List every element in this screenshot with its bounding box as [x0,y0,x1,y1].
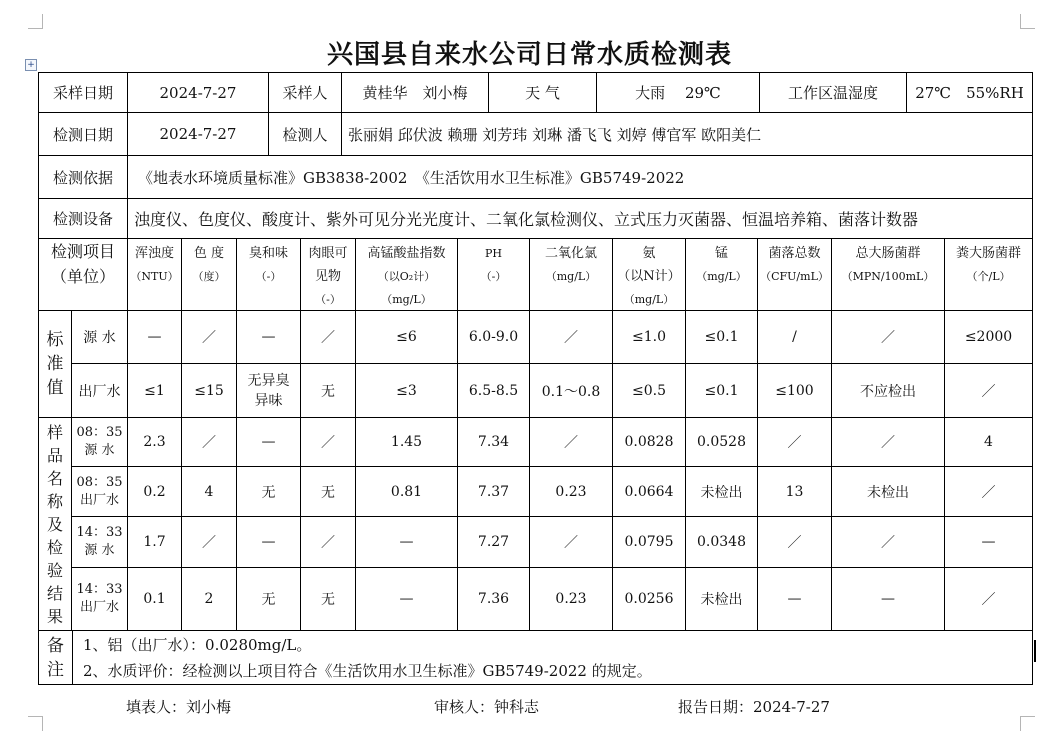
sample-value-cell[interactable]: 无 [237,466,301,516]
footer-report-date: 报告日期：2024-7-27 [678,698,830,716]
sample-value-cell[interactable]: ／ [301,417,356,466]
sample-time: 08：35 [76,474,123,490]
sample-row-label [72,466,128,516]
sample-value-cell[interactable]: ／ [182,516,237,567]
sample-value-cell[interactable]: 0.23 [530,466,613,516]
standard-value-cell[interactable]: ≤0.1 [686,363,758,417]
sample-row-label [72,567,128,630]
sample-value-cell[interactable]: ／ [758,417,832,466]
sample-value-cell[interactable]: 0.0664 [613,466,686,516]
row-testing [38,112,1033,155]
sample-value-cell[interactable]: — [237,417,301,466]
sample-value-cell[interactable]: 未检出 [832,466,945,516]
footer-filler: 填表人：刘小梅 [126,698,232,716]
basis-label: 检测依据 [39,156,128,198]
sample-value-cell[interactable]: 0.0348 [686,516,758,567]
standard-value-cell[interactable]: ≤1 [128,363,182,417]
sample-type: 出厂水 [79,492,119,508]
sample-value-cell[interactable]: 2 [182,567,237,630]
standard-value-cell[interactable]: ／ [182,310,237,363]
equipment-label: 检测设备 [39,199,128,238]
standard-value-cell[interactable]: 无 [301,363,356,417]
sample-value-cell[interactable]: 7.37 [458,466,530,516]
sample-value-cell[interactable]: 0.0528 [686,417,758,466]
sample-value-cell[interactable]: ／ [832,417,945,466]
col-header-colony: 菌落总数 （CFU/mL） [758,239,832,311]
sample-value-cell[interactable]: 0.0828 [613,417,686,466]
sample-value-cell[interactable]: 未检出 [686,567,758,630]
sample-type: 源 水 [84,543,115,558]
sample-value-cell[interactable]: 无 [301,466,356,516]
sampling-date-value[interactable]: 2024-7-27 [128,73,269,112]
page-corner-mark [28,14,43,29]
data-grid [38,310,1033,630]
sample-value-cell[interactable]: ／ [301,516,356,567]
col-header-fecal: 粪大肠菌群 （个/L） [955,246,1021,283]
col-header-turbidity: 浑浊度 （NTU） [128,239,182,311]
tester-label: 检测人 [269,113,342,155]
sample-value-cell[interactable]: — [356,567,458,630]
col-header-coliform: 总大肠菌群 （MPN/100mL） [832,239,945,311]
sample-value-cell[interactable]: — [758,567,832,630]
standard-value-cell[interactable]: 6.5-8.5 [458,363,530,417]
document-title: 兴国县自来水公司日常水质检测表 [326,40,732,70]
sample-type: 源 水 [84,443,115,458]
sample-value-cell[interactable]: — [356,516,458,567]
standard-value-cell[interactable]: — [237,310,301,363]
sample-value-cell[interactable]: ／ [758,516,832,567]
tester-value[interactable]: 张丽娟 邱伏波 赖珊 刘芳玮 刘琳 潘飞飞 刘婷 傅官军 欧阳美仁 [348,125,762,144]
sample-value-cell[interactable]: 7.34 [458,417,530,466]
weather-label: 天 气 [489,73,597,112]
standard-value-cell[interactable]: ≤0.5 [613,363,686,417]
row-equipment [38,198,1033,238]
sample-value-cell[interactable]: 7.27 [458,516,530,567]
notes-label: 备 注 [39,631,73,684]
text-cursor [1034,640,1036,662]
env-value[interactable]: 27℃ 55%RH [915,84,1024,102]
row-basis [38,155,1033,198]
sample-value-cell[interactable]: — [237,516,301,567]
standard-value-cell[interactable]: ≤15 [182,363,237,417]
sample-value-cell[interactable]: 0.0256 [613,567,686,630]
row-column-headers [38,238,1033,311]
standard-value-cell[interactable]: 不应检出 [832,363,945,417]
test-date-value[interactable]: 2024-7-27 [128,113,269,155]
table-move-handle-icon[interactable]: + [25,59,37,71]
standard-value-cell[interactable]: ／ [301,310,356,363]
notes-section [38,630,1033,685]
sample-value-cell[interactable]: ／ [530,417,613,466]
sample-value-cell[interactable]: 0.23 [530,567,613,630]
sample-value-cell[interactable]: 4 [182,466,237,516]
sample-time: 14：33 [76,525,123,540]
sample-value-cell[interactable]: 0.0795 [613,516,686,567]
standard-value-cell[interactable]: 0.1～0.8 [530,363,613,417]
item-header-label: 检测项目 [50,242,115,261]
col-header-ph: PH （-） [458,239,530,311]
env-label: 工作区温湿度 [760,73,907,112]
equipment-value[interactable]: 浊度仪、色度仪、酸度计、紫外可见分光光度计、二氧化氯检测仪、立式压力灭菌器、恒温培养箱、菌落计数器 [134,210,919,229]
sample-value-cell[interactable]: ／ [182,417,237,466]
item-header-unit: （单位） [50,267,115,286]
standard-value-cell[interactable]: ／ [530,310,613,363]
standard-value-cell[interactable]: — [128,310,182,363]
sample-value-cell[interactable]: 未检出 [686,466,758,516]
sample-value-cell[interactable]: 4 [945,417,1032,466]
standard-value-cell[interactable]: / [758,310,832,363]
sample-value-cell[interactable]: — [945,516,1032,567]
col-header-manganese: 锰 （mg/L） [686,239,758,311]
col-header-clo2: 二氧化氯 （mg/L） [530,239,613,311]
sample-value-cell[interactable]: 1.45 [356,417,458,466]
note-line-2[interactable]: 2、水质评价：经检测以上项目符合《生活饮用水卫生标准》GB5749-2022 的规定。 [83,662,652,680]
standard-group-label: 标 准 值 [39,310,72,417]
standard-value-cell[interactable]: ≤1.0 [613,310,686,363]
sample-row-label [72,516,128,567]
standard-value-cell[interactable]: ≤100 [758,363,832,417]
sample-time: 08：35 [76,425,123,440]
sample-type: 出厂水 [79,600,119,615]
sample-group-label: 样 品 名 称 及 检 验 结 果 [39,417,72,630]
standard-value-cell[interactable]: ≤2000 [945,310,1032,363]
sample-value-cell[interactable]: 7.36 [458,567,530,630]
col-header-codmn: 高锰酸盐指数 （以O₂计） （mg/L） [356,239,458,311]
basis-value[interactable]: 《地表水环境质量标准》GB3838-2002 《生活饮用水卫生标准》GB5749-2022 [138,168,685,187]
row-sampling [38,72,1033,112]
page-corner-mark [1020,14,1035,29]
sample-value-cell[interactable]: 13 [758,466,832,516]
sample-value-cell[interactable]: 2.3 [128,417,182,466]
sample-value-cell[interactable]: 0.81 [356,466,458,516]
standard-value-cell[interactable]: ≤3 [356,363,458,417]
sample-value-cell[interactable]: ／ [945,567,1032,630]
sample-value-cell[interactable]: ／ [530,516,613,567]
col-header-visible: 肉眼可 见物 （-） [301,239,356,311]
sample-value-cell[interactable]: ／ [832,516,945,567]
standard-value-cell[interactable]: ≤0.1 [686,310,758,363]
note-line-1[interactable]: 1、铝（出厂水）：0.0280mg/L。 [83,636,312,654]
page-corner-mark [28,716,43,731]
standard-value-cell[interactable]: ／ [832,310,945,363]
test-date-label: 检测日期 [39,113,128,155]
item-header [39,239,128,311]
standard-value-cell[interactable]: 6.0-9.0 [458,310,530,363]
sampler-label: 采样人 [269,73,342,112]
sample-value-cell[interactable]: 0.1 [128,567,182,630]
sample-value-cell[interactable]: 无 [237,567,301,630]
page-corner-mark [1020,716,1035,731]
standard-value-cell[interactable]: 无异臭异味 [237,363,301,417]
sample-time: 14：33 [76,582,123,597]
col-header-ammonia: 氨 （以N计） （mg/L） [613,239,686,311]
col-header-odor: 臭和味 （-） [237,239,301,311]
sample-value-cell[interactable]: 0.2 [128,466,182,516]
standard-value-cell[interactable]: ／ [945,363,1032,417]
sample-value-cell[interactable]: ／ [945,466,1032,516]
sample-row-label [72,417,128,466]
standard-row-label: 源 水 [72,310,128,363]
col-header-color: 色 度 （度） [182,239,237,311]
sample-value-cell[interactable]: 无 [301,567,356,630]
standard-row-label: 出厂水 [72,363,128,417]
standard-value-cell[interactable]: ≤6 [356,310,458,363]
sample-value-cell[interactable]: 1.7 [128,516,182,567]
footer-reviewer: 审核人：钟科志 [434,698,540,716]
sample-value-cell[interactable]: — [832,567,945,630]
sampling-date-label: 采样日期 [39,73,128,112]
sampler-value[interactable]: 黄桂华 刘小梅 [342,73,489,112]
weather-value[interactable]: 大雨 29℃ [597,73,760,112]
